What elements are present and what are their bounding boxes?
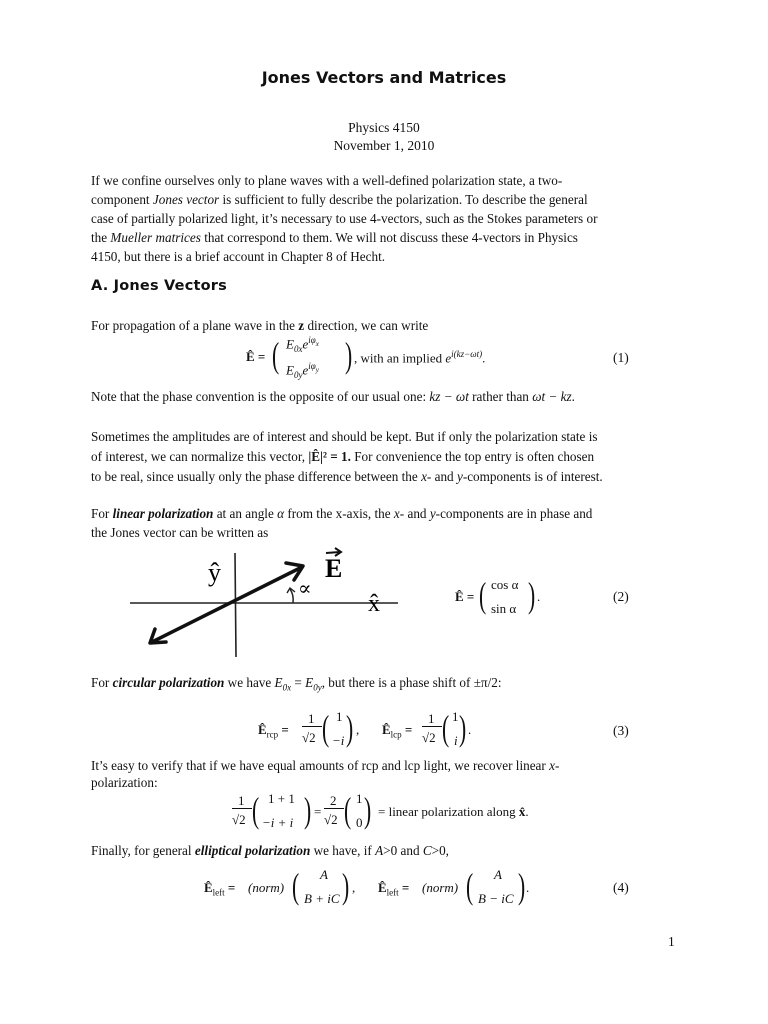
page-number: 1 bbox=[668, 934, 675, 949]
elliptical-polarization-line: Finally, for general elliptical polarization we have, if A>0 and C>0, bbox=[91, 843, 449, 858]
equation-2: Ê = ( cos α sin α ) . bbox=[455, 575, 541, 616]
alpha-label: ∝ bbox=[298, 578, 312, 600]
verify-line-2: polarization: bbox=[91, 775, 158, 790]
intro-line-5: 4150, but there is a brief account in Chapter 8 of Hecht. bbox=[91, 249, 386, 264]
intro-line-3: case of partially polarized light, it’s necessary to use 4-vectors, such as the Stokes parameters or bbox=[91, 211, 598, 226]
equation-number-1: (1) bbox=[613, 350, 629, 365]
angle-arc-icon bbox=[290, 589, 293, 603]
course-name: Physics 4150 bbox=[348, 120, 420, 135]
equation-linear-combination: 1 √2 ( 1 + 1 −i + i ) = 2 √2 ( 1 0 ) = linear polarization along x̂. bbox=[232, 790, 529, 830]
equation-number-4: (4) bbox=[613, 880, 629, 895]
equation-3: $Ê_{rcp}$ = 1 √2 ( 1 −i ) , $Ê_{lcp}$ = 1 √2 ( 1 i ) . bbox=[258, 708, 472, 748]
intro-line-1: If we confine ourselves only to plane waves with a well-defined polarization state, a two- bbox=[91, 173, 563, 188]
normalization-line-3: to be real, since usually only the phase difference between the x- and y-components is of interest. bbox=[91, 469, 603, 484]
linear-polarization-line-2: the Jones vector can be written as bbox=[91, 525, 269, 540]
y-hat-label: ŷ bbox=[208, 558, 221, 587]
e-vector-line bbox=[152, 567, 302, 642]
verify-line-1: It’s easy to verify that if we have equal amounts of rcp and lcp light, we recover linear x- bbox=[91, 758, 560, 773]
circular-polarization-line: For circular polarization we have $E_{0x} = E_{0y}$, but there is a phase shift of ±π/2: bbox=[91, 675, 502, 693]
normalization-line-1: Sometimes the amplitudes are of interest and should be kept. But if only the polarization state is bbox=[91, 429, 598, 444]
equation-number-2: (2) bbox=[613, 589, 629, 604]
equation-1: Ê = ( $E_{0x}e^{i\varphi_x}$ $E_{0y}e^{i\varphi_y}$ ) , with an implied $e^{i(kz-\omega t)}$. bbox=[246, 335, 486, 380]
equation-number-3: (3) bbox=[613, 723, 629, 738]
x-hat-label: x̂ bbox=[368, 591, 380, 617]
intro-line-4: the Mueller matrices that correspond to them. We will not discuss these 4-vectors in Physics bbox=[91, 230, 578, 245]
page-title: Jones Vectors and Matrices bbox=[261, 68, 507, 87]
normalization-line-2: of interest, we can normalize this vector, |Ê|² = 1. For convenience the top entry is often chosen bbox=[91, 449, 595, 464]
intro-line-2: component Jones vector is sufficient to fully describe the polarization. To describe the general bbox=[91, 192, 588, 207]
y-axis-line bbox=[235, 553, 236, 657]
polarization-figure bbox=[120, 545, 410, 660]
e-vector-label: E bbox=[325, 554, 343, 583]
phase-convention-line: Note that the phase convention is the opposite of our usual one: kz − ωt rather than ωt − kz. bbox=[91, 389, 575, 404]
equation-4: $Ê_{left}$ = (norm) ( A B + iC ) , $Ê_{left}$ = (norm) ( A B − iC ) . bbox=[204, 866, 530, 906]
document-date: November 1, 2010 bbox=[333, 138, 435, 153]
propagation-line: For propagation of a plane wave in the z direction, we can write bbox=[91, 318, 429, 333]
linear-polarization-line-1: For linear polarization at an angle α from the x-axis, the x- and y-components are in phase and bbox=[91, 506, 593, 521]
section-heading-a: A. Jones Vectors bbox=[91, 278, 227, 294]
